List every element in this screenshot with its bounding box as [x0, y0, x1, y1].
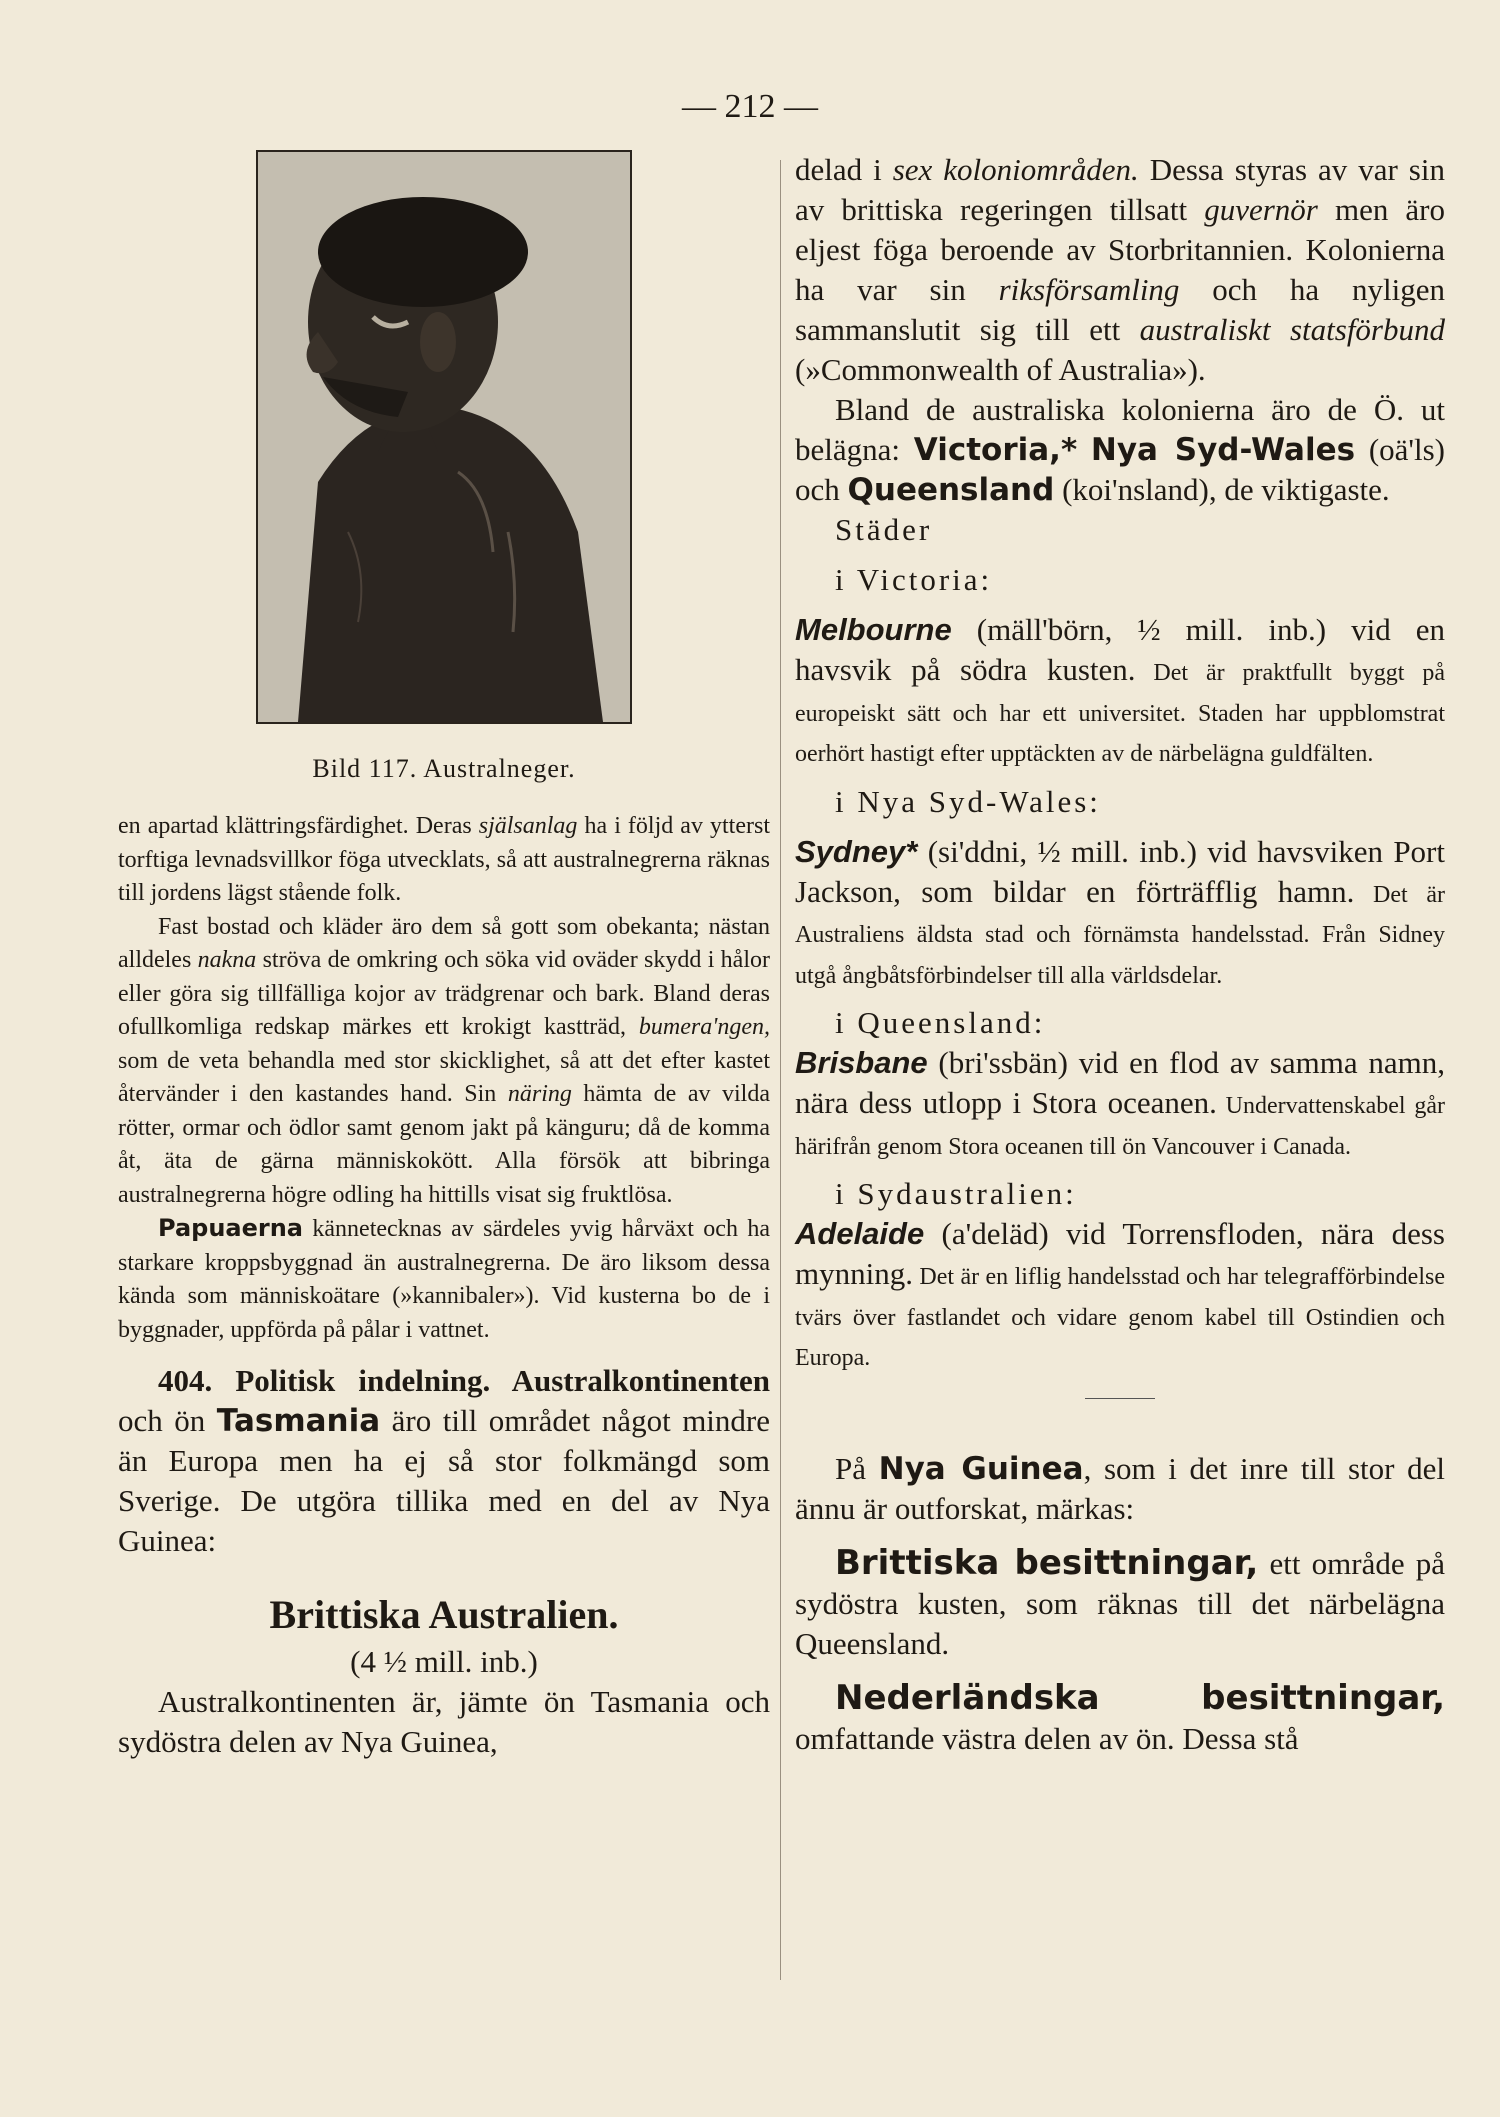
paragraph-east-colonies: Bland de australiska kolonierna äro de Ö. ut belägna: Victoria,* Nya Syd-Wales (oä'ls) och Queensland (koi'nsland), de viktigaste. — [795, 392, 1445, 508]
entry-melbourne: Melbourne (mäll'börn, ½ mill. inb.) vid en havsvik på södra kusten. Det är praktfullt byggt på europeiskt sätt och har ett universitet. Staden har uppblomstrat oerhört hastigt efter upptäckten av de närbelägna guldfälten. — [795, 612, 1445, 767]
section-404: 404. Politisk indelning. Australkontinenten och ön Tasmania äro till området något mindre än Europa men ha ej så stor folkmängd som Sverige. De utgöra tillika med en del av Nya Guinea: — [118, 1363, 771, 1558]
page-number: — 212 — — [682, 88, 818, 125]
heading-victoria: i Victoria: — [835, 562, 993, 597]
paragraph-continent: Australkontinenten är, jämte ön Tasmania och sydöstra delen av Nya Guinea, — [118, 1684, 770, 1759]
cities-label: Städer — [835, 512, 933, 547]
paragraph-soul: en apartad klättringsfärdighet. Deras själsanlag ha i följd av ytterst torftiga levnadsvillkor föga utvecklats, så att australnegrerna räknas till jordens lägst stående folk. — [118, 813, 770, 906]
right-column — [795, 150, 1445, 1759]
paragraph-colonies: delad i sex koloniområden. Dessa styras av var sin av brittiska regeringen tillsatt guvernör men äro eljest föga beroende av Storbritannien. Kolonierna ha var sin riksförsamling och ha nyligen sammanslutit sig till ett australiskt statsförbund (»Commonwealth of Australia»). — [795, 152, 1445, 387]
entry-british-possessions: Brittiska besittningar, ett område på sydöstra kusten, som räknas till det närbelägna Queensland. — [795, 1542, 1446, 1661]
left-column — [118, 150, 770, 1762]
heading-new-south-wales: i Nya Syd-Wales: — [835, 783, 1101, 819]
paragraph-papuans: Papuaerna kännetecknas av särdeles yvig hårväxt och ha starkare kroppsbyggnad än australnegrerna. De äro liksom dessa kända som människoätare (»kannibaler»). Vid kusterna bo de i byggnader, uppförda på pålar i vattnet. — [118, 1214, 770, 1343]
figure-photo — [256, 150, 632, 724]
column-divider — [780, 160, 781, 1980]
portrait-illustration — [258, 152, 630, 722]
paragraph-new-guinea: På Nya Guinea, som i det inre till stor del ännu är outforskat, märkas: — [795, 1450, 1446, 1526]
entry-adelaide: Adelaide (a'deläd) vid Torrensfloden, nära dess mynning. Det är en liflig handelsstad och har telegrafförbindelse tvärs över fastlandet och vidare genom kabel till Ostindien och Europa. — [795, 1216, 1445, 1371]
entry-brisbane: Brisbane (bri'ssbän) vid en flod av samma namn, nära dess utlopp i Stora oceanen. Undervattenskabel går härifrån genom Stora oceanen till ön Vancouver i Canada. — [795, 1045, 1446, 1160]
subheading-population: (4 ½ mill. inb.) — [350, 1644, 538, 1679]
heading-british-australia: Brittiska Australien. — [269, 1592, 619, 1637]
figure-caption: Bild 117. Australneger. — [312, 754, 576, 783]
heading-south-australia: i Sydaustralien: — [835, 1176, 1077, 1211]
heading-queensland: i Queensland: — [835, 1005, 1046, 1040]
section-rule — [1085, 1398, 1155, 1399]
entry-sydney: Sydney* (si'ddni, ½ mill. inb.) vid havsviken Port Jackson, som bildar en förträfflig hamn. Det är Australiens äldsta stad och förnämsta handelsstad. Från Sidney utgå ångbåtsförbindelser till alla världsdelar. — [795, 833, 1445, 989]
entry-dutch-possessions: Nederländska besittningar, omfattande västra delen av ön. Dessa stå — [795, 1677, 1445, 1756]
paragraph-living: Fast bostad och kläder äro dem så gott som obekanta; nästan alldeles nakna ströva de omkring och söka vid oväder skydd i hålor eller göra sig tillfälliga kojor av trädgrenar och bark. Bland deras ofullkomliga redskap märkes ett krokigt kastträd, bumera'ngen, som de veta behandla med stor skicklighet, så att det efter kastet återvänder i den kastandes hand. Sin näring hämta de av vilda rötter, ormar och ödlor samt genom jakt på känguru; då de komma åt, äta de gärna människokött. Alla försök att bibringa australnegrerna högre odling ha hittills visat sig fruktlösa. — [118, 913, 771, 1208]
